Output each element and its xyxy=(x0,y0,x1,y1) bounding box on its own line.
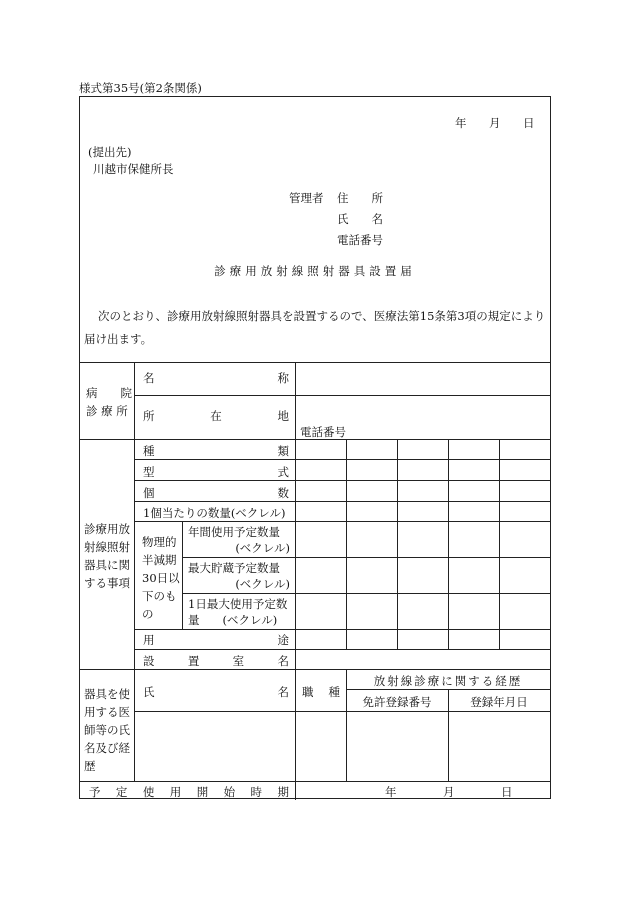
start-month-label: 月 xyxy=(443,785,455,799)
document-title: 診療用放射線照射器具設置届 xyxy=(214,264,416,278)
max-storage-label-line: 最大貯蔵予定数量 xyxy=(188,561,280,575)
half-life-label-line: 物理的 xyxy=(142,535,177,549)
date-month-label: 月 xyxy=(489,116,501,130)
half-life-label-line: 下のも xyxy=(142,589,177,603)
annual-use-label-line: 年間使用予定数量 xyxy=(188,525,280,539)
form-frame xyxy=(79,96,551,799)
form-number-label: 様式第35号(第2条関係) xyxy=(79,81,202,95)
addressee-prefix: (提出先) xyxy=(88,145,132,159)
grid-line xyxy=(182,521,183,629)
grid-line xyxy=(80,669,550,670)
device-section-label-line: 器具に関 xyxy=(84,558,130,572)
device-room-label: 設 置 室 名 xyxy=(143,654,289,668)
half-life-label xyxy=(142,533,180,623)
facility-location-label: 所 在 地 xyxy=(143,409,289,423)
daily-max-label-line: 1日最大使用予定数 xyxy=(188,597,288,611)
grid-line xyxy=(134,459,550,460)
facility-section-label-line: 病 院 xyxy=(86,386,132,400)
date-year-label: 年 xyxy=(455,116,467,130)
license-number-header: 免許登録番号 xyxy=(362,695,432,709)
applicant-name-label: 氏 名 xyxy=(337,212,383,226)
grid-line xyxy=(448,439,449,649)
device-section-label xyxy=(84,520,130,592)
grid-line xyxy=(134,629,550,630)
device-usage-label: 用 途 xyxy=(143,633,289,647)
device-per-unit-label: 1個当たりの数量(ベクレル) xyxy=(143,506,286,520)
grid-line xyxy=(80,781,550,782)
device-model-label: 型 式 xyxy=(143,465,289,479)
grid-line xyxy=(134,395,550,396)
grid-line xyxy=(134,711,550,712)
addressee-name: 川越市保健所長 xyxy=(93,162,174,176)
staff-job-label: 職 種 xyxy=(302,685,340,699)
staff-name-label: 氏 名 xyxy=(143,685,289,699)
staff-section-label-line: 器具を使 xyxy=(84,687,130,701)
facility-name-label: 名 称 xyxy=(143,371,289,385)
device-kind-label: 種 類 xyxy=(143,444,289,458)
grid-line xyxy=(134,521,550,522)
grid-line xyxy=(134,480,550,481)
grid-line xyxy=(134,501,550,502)
staff-section-label-line: 歴 xyxy=(84,759,96,773)
half-life-label-line: 半減期 xyxy=(142,553,177,567)
facility-section-label-line: 診 療 所 xyxy=(86,404,128,418)
facility-phone-label: 電話番号 xyxy=(300,425,346,439)
daily-max-label-line: 量 (ベクレル) xyxy=(188,613,278,627)
half-life-label-line: 30日以 xyxy=(142,571,180,585)
half-life-label-line: の xyxy=(142,607,154,621)
grid-line xyxy=(182,593,550,594)
max-storage-label-line: (ベクレル) xyxy=(235,577,290,591)
grid-line xyxy=(182,557,550,558)
grid-line xyxy=(134,362,135,781)
grid-line xyxy=(134,649,550,650)
applicant-phone-label: 電話番号 xyxy=(337,233,383,247)
intro-line-1: 次のとおり、診療用放射線照射器具を設置するので、医療法第15条第3項の規定により xyxy=(98,309,546,323)
device-section-label-line: 診療用放 xyxy=(84,522,130,536)
grid-line xyxy=(346,439,347,649)
applicant-address-label: 住 所 xyxy=(337,191,383,205)
staff-section-label-line: 師等の氏 xyxy=(84,723,130,737)
daily-max-label xyxy=(188,596,292,628)
staff-section-label xyxy=(84,685,130,775)
annual-use-label xyxy=(188,524,290,556)
device-section-label-line: 射線照射 xyxy=(84,540,130,554)
career-header: 放射線診療に関する経歴 xyxy=(373,674,523,688)
max-storage-label xyxy=(188,560,290,592)
registration-date-header: 登録年月日 xyxy=(470,695,528,709)
device-count-label: 個 数 xyxy=(143,486,289,500)
grid-line xyxy=(295,362,296,800)
start-year-label: 年 xyxy=(385,785,397,799)
staff-section-label-line: 名及び経 xyxy=(84,741,130,755)
start-day-label: 日 xyxy=(501,785,513,799)
device-section-label-line: する事項 xyxy=(84,576,130,590)
intro-line-2: 届け出ます。 xyxy=(84,332,153,346)
start-period-label: 予 定 使 用 開 始 時 期 xyxy=(89,785,289,799)
grid-line xyxy=(499,439,500,649)
grid-line xyxy=(80,362,550,363)
facility-section-label xyxy=(86,384,132,420)
date-day-label: 日 xyxy=(523,116,535,130)
grid-line xyxy=(397,439,398,649)
staff-section-label-line: 用する医 xyxy=(84,705,130,719)
applicant-role: 管理者 xyxy=(289,191,324,205)
annual-use-label-line: (ベクレル) xyxy=(235,541,290,555)
